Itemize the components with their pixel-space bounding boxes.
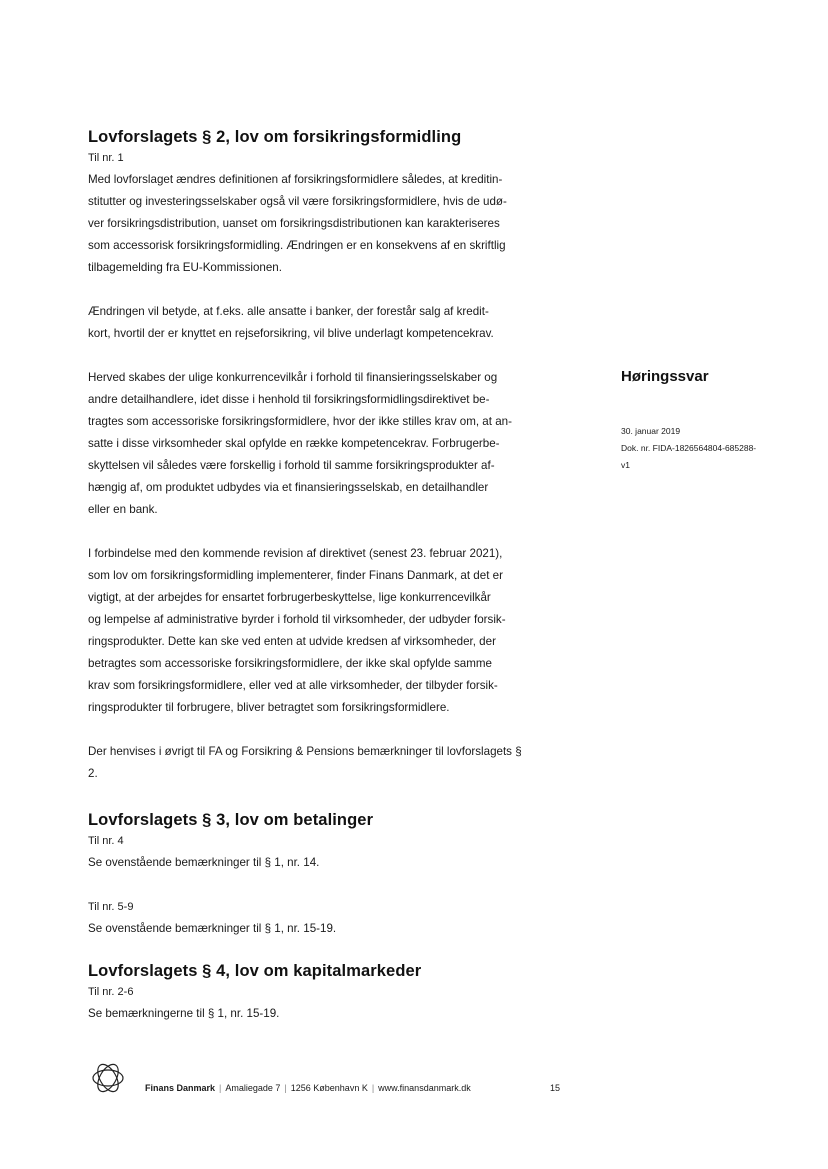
text-line: 2. (88, 767, 98, 780)
text-line: satte i disse virksomheder skal opfylde en række kompetencekrav. Forbrugerbe- (88, 437, 500, 450)
text-line: kort, hvortil der er knyttet en rejseforsikring, vil blive underlagt kompetencekrav. (88, 327, 494, 340)
paragraph (88, 741, 563, 785)
footer-address: Amaliegade 7 (225, 1083, 281, 1093)
text-line: Se ovenstående bemærkninger til § 1, nr. 14. (88, 856, 320, 869)
footer-city: 1256 København K (290, 1083, 368, 1093)
sub-heading: Til nr. 1 (88, 152, 124, 164)
section-heading: Lovforslagets § 3, lov om betalinger (88, 811, 374, 829)
doc-number: Dok. nr. FIDA-1826564804-685288- (621, 443, 757, 453)
text-line: Herved skabes der ulige konkurrencevilkår i forhold til finansieringsselskaber og (88, 371, 498, 384)
text-line: andre detailhandlere, idet disse i henhold til forsikringsformidlingsdirektivet be- (88, 393, 490, 406)
text-line: som lov om forsikringsformidling implementerer, finder Finans Danmark, at det er (88, 569, 503, 582)
text-line: hængig af, om produktet udbydes via et finansieringsselskab, en detailhandler (88, 481, 489, 494)
date: 30. januar 2019 (621, 426, 681, 436)
text-line: ringsprodukter. Dette kan ske ved enten at udvide kredsen af virksomheder, der (88, 635, 496, 648)
footer (88, 1058, 568, 1098)
text-line: og lempelse af administrative byrder i forhold til virksomheder, der udbyder forsik- (88, 613, 506, 626)
text-line: som accessorisk forsikringsformidling. Ændringen er en konsekvens af en skriftlig (88, 239, 506, 252)
paragraph (88, 169, 563, 279)
text-line: Ændringen vil betyde, at f.eks. alle ansatte i banker, der forestår salg af kredit- (88, 305, 489, 318)
text-line: tilbagemelding fra EU-Kommissionen. (88, 261, 282, 274)
sub-heading: Til nr. 2-6 (88, 986, 134, 998)
sidebar-title: Høringssvar (621, 368, 709, 385)
main-content (88, 128, 563, 1025)
doc-number-suffix: v1 (621, 460, 630, 470)
text-line: krav som forsikringsformidlere, eller ved at alle virksomheder, der tilbyder forsik- (88, 679, 498, 692)
text-line: Se bemærkningerne til § 1, nr. 15-19. (88, 1007, 280, 1020)
text-line: stitutter og investeringsselskaber også vil være forsikringsformidlere, hvis de udø- (88, 195, 507, 208)
sub-heading: Til nr. 4 (88, 835, 124, 847)
footer-website: www.finansdanmark.dk (378, 1083, 471, 1093)
paragraph (88, 543, 563, 719)
text-line: Med lovforslaget ændres definitionen af forsikringsformidlere således, at kreditin- (88, 173, 503, 186)
footer-brand: Finans Danmark (145, 1083, 216, 1093)
text-line: eller en bank. (88, 503, 158, 516)
footer-text: Finans Danmark | Amaliegade 7 | 1256 København K | www.finansdanmark.dk (145, 1083, 471, 1093)
text-line: tragtes som accessoriske forsikringsformidlere, hvor der ikke stilles krav om, at an- (88, 415, 512, 428)
text-line: betragtes som accessoriske forsikringsformidlere, der ikke skal opfylde samme (88, 657, 492, 670)
sidebar (621, 368, 791, 474)
paragraph (88, 367, 563, 521)
section-heading: Lovforslagets § 2, lov om forsikringsformidling (88, 128, 462, 146)
text-line: ver forsikringsdistribution, uanset om forsikringsdistributionen kan karakteriseres (88, 217, 500, 230)
paragraph (88, 301, 563, 345)
text-line: skyttelsen vil således være forskellig i forhold til samme forsikringsprodukter af- (88, 459, 495, 472)
document-meta (621, 423, 791, 474)
finans-danmark-logo-icon (88, 1058, 128, 1098)
text-line: ringsprodukter til forbrugere, bliver betragtet som forsikringsformidlere. (88, 701, 450, 714)
text-line: Der henvises i øvrigt til FA og Forsikring & Pensions bemærkninger til lovforslagets § (88, 745, 522, 758)
text-line: I forbindelse med den kommende revision af direktivet (senest 23. februar 2021), (88, 547, 503, 560)
page-number: 15 (550, 1083, 561, 1093)
text-line: vigtigt, at der arbejdes for ensartet forbrugerbeskyttelse, lige konkurrencevilkår (88, 591, 491, 604)
sub-heading: Til nr. 5-9 (88, 901, 134, 913)
text-line: Se ovenstående bemærkninger til § 1, nr. 15-19. (88, 922, 337, 935)
section-heading: Lovforslagets § 4, lov om kapitalmarkeder (88, 962, 422, 980)
